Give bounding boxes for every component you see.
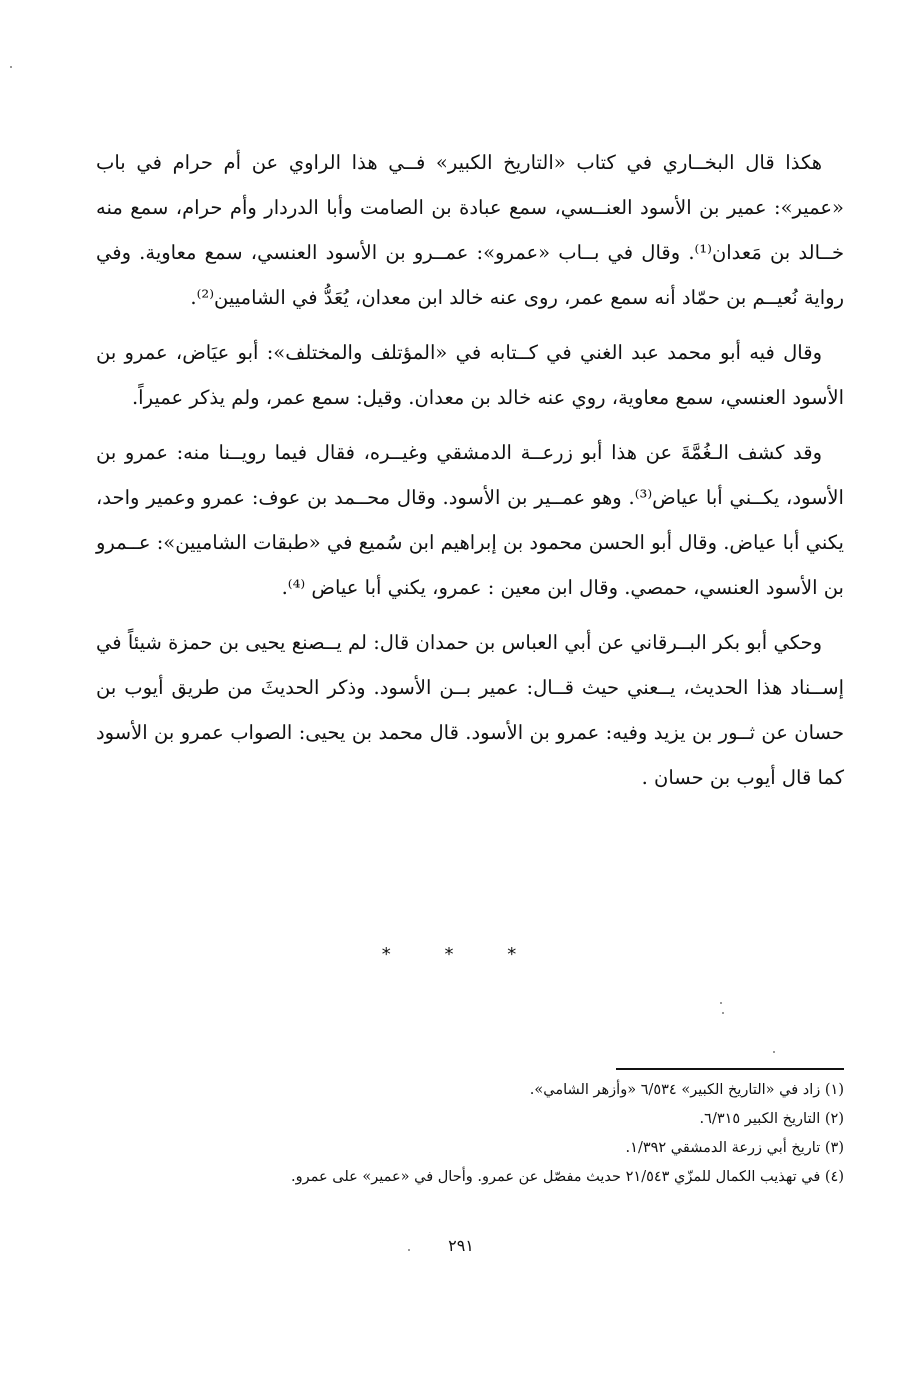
footnote-rule — [616, 1068, 844, 1070]
paragraph-2: وقال فيه أبو محمد عبد الغني في كــتابه في «المؤتلف والمختلف»: أبو عيَاض، عمرو بن الأسود العنسي، سمع معاوية، روي عنه خالد بن معدان. وقيل: سمع عمر، ولم يذكر عميراً. — [96, 341, 844, 409]
scan-speck — [10, 66, 12, 68]
main-text — [96, 140, 844, 810]
page-number: ٢٩١ — [448, 1236, 474, 1255]
footnotes — [96, 1076, 844, 1192]
footnote-1: (١) زاد في «التاريخ الكبير» ٦/٥٣٤ «وأزهر الشامي». — [529, 1082, 844, 1098]
scan-speck — [720, 1002, 722, 1004]
footnote-4: (٤) في تهذيب الكمال للمزّي ٢١/٥٤٣ حديث مفصّل عن عمرو. وأحال في «عمير» على عمرو. — [290, 1169, 844, 1185]
section-separator: * * * — [381, 944, 541, 965]
scan-speck — [722, 1012, 724, 1014]
footnote-3: (٣) تاريخ أبي زرعة الدمشقي ١/٣٩٢. — [625, 1140, 844, 1156]
paragraph-3: وقد كشف الـغُمَّةَ عن هذا أبو زرعــة الدمشقي وغيــره، فقال فيما رويــنا منه: عمرو بن الأسود، يكــني أبا عياض⁽³⁾. وهو عمــير بن الأسود. وقال محــمد بن عوف: عمرو وعمير واحد، يكني أبا عياض. وقال أبو الحسن محمود بن إبراهيم ابن سُميع في «طبقات الشاميين»: عــمرو بن الأسود العنسي، حمصي. وقال ابن معين : عمرو، يكني أبا عياض ⁽⁴⁾. — [96, 441, 844, 599]
scan-speck — [773, 1051, 775, 1053]
footnote-2: (٢) التاريخ الكبير ٦/٣١٥. — [699, 1111, 844, 1127]
paragraph-1: هكذا قال البخــاري في كتاب «التاريخ الكبير» فــي هذا الراوي عن أم حرام في باب «عمير»: عمير بن الأسود العنــسي، سمع عبادة بن الصامت وأبا الدردار وأم حرام، سمع منه خــالد بن مَعدان⁽¹⁾. وقال في بــاب «عمرو»: عمــرو بن الأسود العنسي، سمع معاوية. وفي رواية نُعيــم بن حمّاد أنه سمع عمر، روى عنه خالد ابن معدان، يُعَدُّ في الشاميين⁽²⁾. — [96, 151, 844, 309]
paragraph-4: وحكي أبو بكر البــرقاني عن أبي العباس بن حمدان قال: لم يــصنع يحيى بن حمزة شيئاً في إســناد هذا الحديث، يــعني حيث قــال: عمير بــن الأسود. وذكر الحديثَ من طريق أيوب بن حسان عن ثــور بن يزيد وفيه: عمرو بن الأسود. قال محمد بن يحيى: الصواب عمرو بن الأسود كما قال أيوب بن حسان . — [96, 631, 844, 789]
scan-speck — [408, 1249, 410, 1251]
